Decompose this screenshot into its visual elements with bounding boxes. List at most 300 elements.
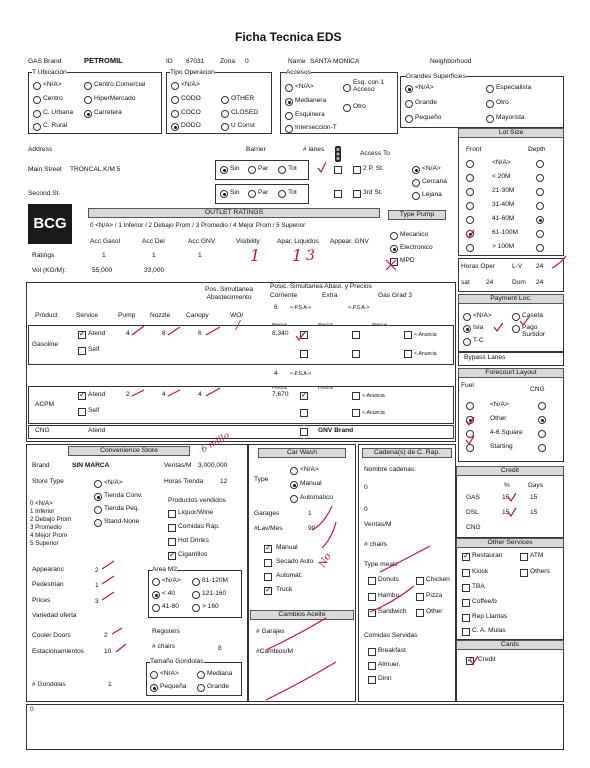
lv-value: 24: [536, 263, 544, 270]
vol-label: Vol (KG/M):: [32, 267, 67, 274]
carwash-type-label: Type: [254, 476, 269, 483]
store-opt: <N/A>: [104, 479, 123, 486]
svc-mulas-checkbox[interactable]: [462, 628, 470, 636]
lot-depth-radio[interactable]: [536, 160, 544, 168]
lot-opt: > 100M: [492, 243, 515, 250]
pay-surtidor-radio[interactable]: [512, 325, 520, 333]
gs-otro-radio[interactable]: [486, 100, 494, 108]
fc-opt: Starting: [490, 443, 513, 450]
col-acc-gnv: Acc GNV: [188, 238, 216, 245]
ubic-opt: C. Urbana: [43, 109, 74, 116]
acpm-corriente-checkbox[interactable]: [300, 392, 308, 400]
acc-esquinera-radio[interactable]: [285, 112, 293, 120]
gas-grad3-checkbox[interactable]: [404, 331, 412, 339]
area-opt: > 160: [202, 603, 219, 610]
gs-opt: Otro: [496, 99, 509, 106]
lot-front-radio[interactable]: [466, 230, 474, 238]
barrier-main-sin-radio[interactable]: [220, 166, 228, 174]
cw-lav-label: #Lav/Mes: [254, 525, 283, 532]
gas-corriente-checkbox[interactable]: [300, 331, 308, 339]
pay-isla-radio[interactable]: [463, 325, 471, 333]
acc-na-radio[interactable]: [285, 84, 293, 92]
lot-depth-radio[interactable]: [536, 188, 544, 196]
ubic-rural-radio[interactable]: [33, 123, 41, 131]
fc-fuel-radio[interactable]: [466, 416, 474, 424]
gas-atend-checkbox[interactable]: [78, 331, 86, 339]
cadena-chairs-label: # chairs: [364, 541, 388, 548]
access-opt: 2 P. St.: [363, 165, 384, 172]
gas-grad3-self-checkbox[interactable]: [404, 350, 412, 358]
op-codo-radio[interactable]: [171, 96, 179, 104]
ubic-opt: Centro: [43, 95, 63, 102]
area-opt: 121-160: [202, 590, 227, 597]
store-opt: Tienda Conv.: [104, 492, 143, 499]
comida-dinn-checkbox[interactable]: [368, 676, 376, 684]
pay-opt: Isla: [473, 324, 484, 331]
op-na-radio[interactable]: [171, 82, 179, 90]
op-opt: DODO: [181, 122, 201, 129]
lot-front-radio[interactable]: [466, 188, 474, 196]
hw-visibility-mark: 1: [250, 246, 261, 265]
gs-pequeno-radio[interactable]: [405, 115, 413, 123]
psa-label: <-P.S.A->: [348, 305, 370, 311]
acc-opt: Otro: [353, 103, 366, 110]
lot-opt: 31-40M: [492, 201, 515, 208]
op-uconst-radio[interactable]: [221, 123, 229, 131]
ubic-carretera-radio[interactable]: [84, 110, 92, 118]
lot-depth-radio[interactable]: [536, 202, 544, 210]
accesos-title: Accesos: [286, 69, 311, 76]
meal-donuts-checkbox[interactable]: [368, 577, 376, 585]
cards-title: Cards: [456, 640, 564, 650]
comida-opt: Breakfast: [378, 647, 406, 654]
fc-cng-radio[interactable]: [538, 444, 546, 452]
acpm-canopy-value: 4: [198, 391, 202, 398]
cw-manual-checkbox[interactable]: [264, 545, 272, 553]
bcg-logo: BCG: [28, 204, 72, 244]
acpm-extra-checkbox[interactable]: [352, 392, 360, 400]
barrier-opt: Par: [258, 165, 269, 172]
gnv-brand-checkbox[interactable]: [300, 428, 308, 436]
meal-opt: Chicken: [426, 576, 450, 583]
gas-self-label: Self: [88, 346, 100, 353]
barrier-opt: Sin: [230, 189, 240, 196]
area-160-radio[interactable]: [192, 604, 200, 612]
cw-secado-checkbox[interactable]: [264, 559, 272, 567]
svc-tba-checkbox[interactable]: [462, 584, 470, 592]
fc-fuel-radio[interactable]: [466, 444, 474, 452]
operacion-title: Tipo Operacion: [170, 69, 215, 76]
lot-front-radio[interactable]: [466, 202, 474, 210]
prod-opt: Comidas Ráp.: [178, 523, 220, 530]
access-cercana-radio[interactable]: [412, 179, 420, 187]
acpm-price-value: 7,670: [272, 391, 289, 398]
meal-other-checkbox[interactable]: [416, 609, 424, 617]
lot-front-label: Front: [466, 146, 482, 153]
acpm-nozzle-value: 4: [162, 391, 166, 398]
access-opt: <N/A>: [422, 165, 441, 172]
main-street-value: TRONCAL K/M 5: [70, 166, 121, 173]
ubic-cc-radio[interactable]: [84, 82, 92, 90]
ubic-opt: C. Rural: [43, 122, 68, 129]
cards-credit-checkbox[interactable]: [466, 657, 474, 665]
lot-depth-radio[interactable]: [536, 244, 544, 252]
credit-dsl-days: 15: [530, 509, 538, 516]
estac-value: 10: [104, 648, 112, 655]
lot-opt: 41-60M: [492, 215, 515, 222]
horas-oper-label: Horas Oper: [461, 263, 496, 270]
svc-restauran-checkbox[interactable]: [462, 553, 470, 561]
ratings-label: Ratings: [32, 252, 55, 259]
acc-esq1-radio[interactable]: [343, 84, 351, 92]
comida-breakfast-checkbox[interactable]: [368, 648, 376, 656]
cw-garages-value: 1: [308, 510, 312, 517]
svc-others-checkbox[interactable]: [520, 569, 528, 577]
svc-llantas-checkbox[interactable]: [462, 614, 470, 622]
carwash-title: Car Wash: [258, 448, 346, 458]
acc-opt: Esquinera: [295, 111, 325, 118]
outlet-ratings-title: OUTLET RATINGS: [88, 208, 380, 218]
prices-value: 3: [95, 598, 99, 605]
area-opt: 81-120M: [202, 577, 229, 584]
pump-mecanico-radio[interactable]: [390, 232, 398, 240]
cw-opt: <N/A>: [300, 466, 319, 473]
lot-front-radio[interactable]: [466, 160, 474, 168]
col-apar-liquidos: Apar. Liquidos: [277, 238, 319, 245]
notes-field[interactable]: [26, 704, 564, 750]
gas-anuncia: <-Anuncia: [414, 351, 437, 357]
id-value: 67031: [186, 58, 205, 65]
barrier-second-tot-radio[interactable]: [278, 190, 286, 198]
gas-price-value: 8,340: [272, 330, 289, 337]
cambios-garajes-label: # Garajes: [256, 628, 285, 635]
cng-label: CNG: [35, 427, 50, 434]
area-opt: 41-80: [162, 603, 179, 610]
gas-nozzle-value: 8: [162, 330, 166, 337]
tam-opt: <N/A>: [160, 670, 179, 677]
credit-gas-days: 15: [530, 494, 538, 501]
psa-label: <-P.S.A->: [290, 305, 312, 311]
gas-self-checkbox[interactable]: [78, 347, 86, 355]
pay-na-radio[interactable]: [463, 313, 471, 321]
acc-opt: <N/A>: [295, 83, 314, 90]
ubic-centro-radio[interactable]: [33, 96, 41, 104]
tam-pequena-radio[interactable]: [150, 684, 158, 692]
svc-coffee-checkbox[interactable]: [462, 599, 470, 607]
main-street-label: Main Street: [28, 166, 62, 173]
pay-tc-radio[interactable]: [463, 338, 471, 346]
grandes-title: Grandes Superficies: [406, 73, 466, 80]
gondolas-label: # Gondolas: [32, 681, 66, 688]
barrier-main-par-radio[interactable]: [248, 166, 256, 174]
barrier-second-sin-radio[interactable]: [220, 190, 228, 198]
store-title: Convenience Store: [68, 446, 190, 456]
pump-electronico-radio[interactable]: [390, 245, 398, 253]
lot-front-radio[interactable]: [466, 244, 474, 252]
credit-dsl-label: DSL: [466, 509, 479, 516]
cng-atend-label: Atend: [88, 427, 106, 434]
cadena-nombre-label: Nombre cadenas:: [364, 466, 417, 473]
cw-auto-radio[interactable]: [290, 495, 298, 503]
lot-depth-radio[interactable]: [536, 174, 544, 182]
lanes-main-checkbox[interactable]: [334, 166, 342, 174]
area-opt: < 40: [162, 590, 176, 597]
credit-gas-label: GAS: [466, 494, 480, 501]
zona-label: Zona: [220, 58, 236, 65]
prices-label: Prices: [32, 597, 51, 604]
barrier-opt: Par: [258, 189, 269, 196]
prod-hotdrinks-checkbox[interactable]: [168, 538, 176, 546]
prod-liquor-checkbox[interactable]: [168, 510, 176, 518]
op-dodo-radio[interactable]: [171, 123, 179, 131]
appearance-label: Appearanc: [32, 566, 64, 573]
tam-opt: Grande: [207, 683, 229, 690]
canopy-label: Canopy: [186, 312, 209, 319]
forecourt-cng-label: CNG: [530, 386, 545, 393]
prod-cigarrillos-checkbox[interactable]: [168, 552, 176, 560]
area-na-radio[interactable]: [152, 578, 160, 586]
gas-psa-count: 6: [274, 304, 278, 311]
gas-canopy-value: 6: [198, 330, 202, 337]
cw-automat-checkbox[interactable]: [264, 573, 272, 581]
area-40-radio[interactable]: [152, 591, 160, 599]
gnv-brand-label: GNV Brand: [318, 427, 354, 434]
gas-pump-value: 4: [126, 330, 130, 337]
ubic-na-radio[interactable]: [33, 82, 41, 90]
meal-opt: Other: [426, 608, 443, 615]
area-81-radio[interactable]: [192, 578, 200, 586]
svc-atm-checkbox[interactable]: [520, 553, 528, 561]
acpm-self-checkbox[interactable]: [78, 408, 86, 416]
gas-extra-self-checkbox[interactable]: [352, 350, 360, 358]
op-opt: CLOSED: [231, 109, 259, 116]
access-na-radio[interactable]: [412, 166, 420, 174]
lot-opt: <N/A>: [492, 159, 511, 166]
fc-cng-radio[interactable]: [538, 430, 546, 438]
gas-brand-value: PETROMIL: [84, 56, 123, 65]
name-label: Name: [288, 58, 306, 65]
sat-label: sat: [461, 279, 470, 286]
estac-label: Estacionamientos: [32, 648, 85, 655]
barrier-main-tot-radio[interactable]: [278, 166, 286, 174]
lot-front-radio[interactable]: [466, 216, 474, 224]
gondolas-value: 1: [108, 681, 112, 688]
lanes-second-checkbox[interactable]: [334, 190, 342, 198]
lot-opt: 61-100M: [492, 229, 519, 236]
cards-credit-label: Credit: [478, 656, 496, 663]
dom-value: 24: [536, 279, 544, 286]
lot-opt: < 20M: [492, 173, 511, 180]
pay-caseta-radio[interactable]: [512, 313, 520, 321]
op-closed-radio[interactable]: [221, 110, 229, 118]
tamano-title: Tamaño Gondolas: [150, 658, 204, 665]
store-brand-value: SIN MARCA: [72, 462, 110, 469]
area-41-radio[interactable]: [152, 604, 160, 612]
fc-fuel-radio[interactable]: [466, 402, 474, 410]
cambios-title: Cambios Aceite: [250, 610, 354, 620]
cw-opt: Manual: [300, 480, 322, 487]
meal-hambu-checkbox[interactable]: [368, 593, 376, 601]
gas-extra-checkbox[interactable]: [352, 331, 360, 339]
access-2pst-checkbox[interactable]: [353, 166, 361, 174]
lot-depth-radio[interactable]: [536, 216, 544, 224]
cw-garages-label: Garages: [254, 510, 280, 517]
col-acc-gasol: Acc Gasol: [90, 238, 121, 245]
barrier-second-par-radio[interactable]: [248, 190, 256, 198]
registers-label: Registers: [152, 628, 180, 635]
gs-opt: <N/A>: [415, 84, 434, 91]
svc-opt: Kiosk: [472, 568, 489, 575]
rating-acc-del: 1: [152, 252, 156, 259]
gs-grande-radio[interactable]: [405, 100, 413, 108]
credit-cng-label: CNG: [466, 524, 481, 531]
col-visibility: Visibility: [236, 238, 260, 245]
meal-pizza-checkbox[interactable]: [416, 593, 424, 601]
acpm-anuncia: <-Anuncia: [362, 410, 385, 416]
cw-truck-checkbox[interactable]: [264, 587, 272, 595]
op-coco-radio[interactable]: [171, 110, 179, 118]
meal-sandwich-checkbox[interactable]: [368, 609, 376, 617]
comida-almuer-checkbox[interactable]: [368, 662, 376, 670]
acpm-extra-self-checkbox[interactable]: [352, 409, 360, 417]
page-title: Ficha Tecnica EDS: [235, 30, 342, 44]
store-scale-item: 3 Promedio: [30, 524, 62, 531]
tam-na-radio[interactable]: [150, 671, 158, 679]
fc-cng-radio[interactable]: [538, 416, 546, 424]
cadena-title: Cadena(s) de C. Rap.: [362, 448, 452, 458]
gs-especialista-radio[interactable]: [486, 85, 494, 93]
store-opt: Stand-None: [104, 518, 140, 525]
zona-value: 0: [245, 58, 249, 65]
gs-mayorista-radio[interactable]: [486, 115, 494, 123]
fc-fuel-radio[interactable]: [466, 430, 474, 438]
second-street-label: Second St.: [28, 190, 61, 197]
store-na-radio[interactable]: [94, 480, 102, 488]
acc-intersec-radio[interactable]: [285, 125, 293, 133]
lot-front-radio[interactable]: [466, 174, 474, 182]
store-scale-item: 1 Inferior: [30, 508, 55, 515]
barrier-label: Barrier: [246, 146, 266, 153]
precios-label: Precios: [272, 385, 288, 390]
fc-opt: Other: [490, 415, 507, 422]
gs-na-radio[interactable]: [405, 85, 413, 93]
acc-medianera-radio[interactable]: [285, 98, 293, 106]
pay-opt: T-C: [473, 337, 484, 344]
acpm-corriente-self-checkbox[interactable]: [300, 409, 308, 417]
store-none-radio[interactable]: [94, 519, 102, 527]
fc-cng-radio[interactable]: [538, 402, 546, 410]
access-lejana-radio[interactable]: [412, 192, 420, 200]
hw-wo-mark: /: [236, 318, 241, 332]
acpm-pump-value: 2: [126, 391, 130, 398]
acpm-self-label: Self: [88, 407, 100, 414]
svc-opt: C. A. Mulas: [472, 627, 506, 634]
credit-title: Credit: [456, 466, 564, 476]
comidas-label: Comidas Servidas: [364, 632, 418, 639]
prod-comidas-checkbox[interactable]: [168, 524, 176, 532]
op-opt: OTHER: [231, 95, 255, 102]
access-3rd-checkbox[interactable]: [353, 190, 361, 198]
store-peq-radio[interactable]: [94, 506, 102, 514]
tam-grande-radio[interactable]: [197, 684, 205, 692]
meal-opt: Pizza: [426, 592, 443, 599]
barrier-opt: Tot: [288, 165, 297, 172]
pump-mpd-checkbox[interactable]: [390, 258, 398, 266]
forecourt-fuel-label: Fuel: [461, 382, 474, 389]
cw-na-radio[interactable]: [290, 467, 298, 475]
access-opt: Lejana: [422, 191, 442, 198]
fc-opt: 4-6 Square: [490, 429, 523, 436]
prod-opt: Cigarrillos: [178, 551, 208, 558]
pay-opt: Pago Surtidor: [522, 324, 546, 338]
tam-mediana-radio[interactable]: [197, 671, 205, 679]
ubic-urbana-radio[interactable]: [33, 110, 41, 118]
ubic-opt: Carretera: [94, 109, 122, 116]
ubic-hiper-radio[interactable]: [84, 96, 92, 104]
store-conv-radio[interactable]: [94, 493, 102, 501]
precios-label: Precios: [272, 322, 288, 327]
acc-otro-radio[interactable]: [343, 104, 351, 112]
store-type-label: Store Type: [32, 478, 64, 485]
service-label: Service: [76, 312, 98, 319]
extra-label: Extra: [322, 292, 338, 299]
svc-kiosk-checkbox[interactable]: [462, 569, 470, 577]
id-label: ID: [166, 58, 173, 65]
cw-manual-radio[interactable]: [290, 481, 298, 489]
acc-opt: Esq. con 1 Acceso: [353, 79, 385, 93]
lot-opt: 21-30M: [492, 187, 515, 194]
access-opt: Cercana: [422, 178, 447, 185]
cw-check-opt: Secado Auto: [276, 558, 314, 565]
lot-depth-label: Depth: [528, 146, 546, 153]
pay-opt: <N/A>: [473, 312, 492, 319]
precios-label: Precios: [372, 322, 388, 327]
comida-opt: Dinn: [378, 675, 392, 682]
variedad-label: Variedad oferta: [32, 612, 77, 619]
col-appear-gnv: Appear. GNV: [330, 238, 369, 245]
gasoline-label: Gasoline: [32, 341, 59, 348]
gas-grad-label: Gas Grad 3: [378, 292, 413, 299]
area-121-radio[interactable]: [192, 591, 200, 599]
svc-opt: Others: [530, 568, 550, 575]
acpm-anuncia: <-Anuncia: [362, 393, 385, 399]
op-opt: COCO: [181, 109, 201, 116]
product-label: Product: [35, 312, 58, 319]
outlet-scale: 0 <N/A> / 1 Inferior / 2 Debajo Prom / 3 Promedio / 4 Mejor Prom / 5 Superior: [90, 222, 306, 229]
precios-label: Precios: [318, 385, 334, 390]
op-other-radio[interactable]: [221, 96, 229, 104]
acpm-atend-checkbox[interactable]: [78, 392, 86, 400]
ubic-opt: Centro Comercial: [94, 81, 146, 88]
meal-chicken-checkbox[interactable]: [416, 577, 424, 585]
store-chairs-value: 8: [218, 645, 222, 652]
other-services-title: Other Services: [456, 538, 564, 548]
traffic-light-icon: [333, 146, 343, 162]
store-scale-item: 5 Superior: [30, 540, 59, 547]
cadena-ventas-value: 0: [364, 506, 368, 513]
credit-days-label: Days: [528, 482, 544, 489]
store-ventas-value: 3,000,000: [198, 462, 228, 469]
store-chairs-label: # chairs: [152, 643, 176, 650]
gas-corriente-self-checkbox[interactable]: [300, 350, 308, 358]
horas-tienda-value: 12: [220, 478, 228, 485]
gs-opt: Especialista: [496, 84, 532, 91]
lot-depth-radio[interactable]: [536, 230, 544, 238]
svc-opt: Rep Llantas: [472, 613, 508, 620]
hw-ventas-mark: 6 millo: [199, 430, 232, 456]
cadena-ventas-label: Ventas/M: [364, 521, 392, 528]
area-title: Area M2: [152, 566, 177, 573]
